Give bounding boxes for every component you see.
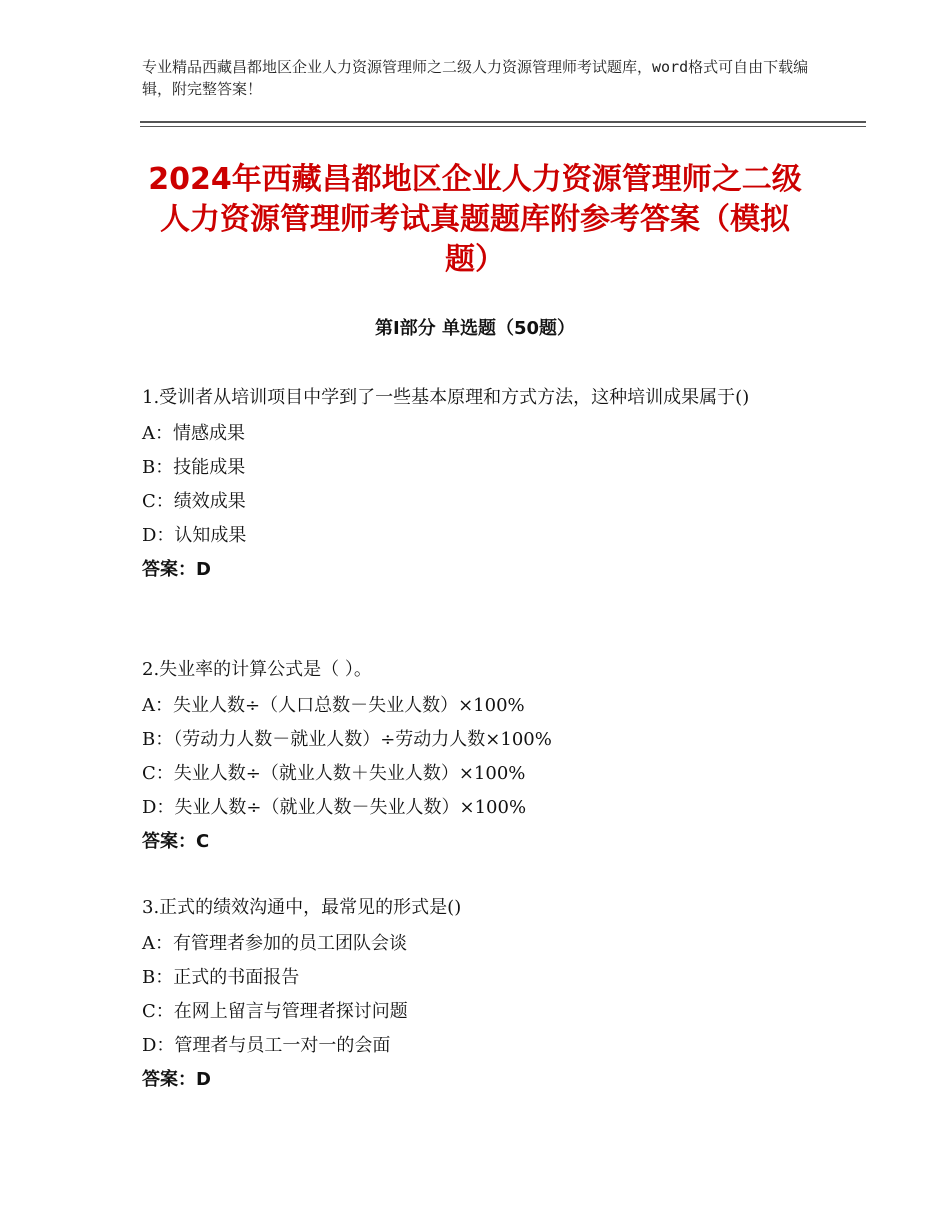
option-c: C：在网上留言与管理者探讨问题	[142, 1001, 408, 1022]
question-stem: 3.正式的绩效沟通中，最常见的形式是()	[142, 897, 462, 918]
question-stem: 1.受训者从培训项目中学到了一些基本原理和方式方法，这种培训成果属于()	[142, 387, 750, 408]
option-a: A：有管理者参加的员工团队会谈	[142, 933, 407, 954]
option-a: A：情感成果	[142, 423, 245, 444]
option-d: D：管理者与员工一对一的会面	[142, 1035, 391, 1056]
question-1	[142, 383, 802, 587]
question-stem: 2.失业率的计算公式是（ ）。	[142, 659, 372, 680]
header-rule-thin	[140, 126, 866, 127]
question-2	[142, 655, 802, 859]
option-c: C：绩效成果	[142, 491, 246, 512]
option-b: B：正式的书面报告	[142, 967, 300, 988]
question-3	[142, 893, 802, 1097]
answer: 答案：C	[142, 831, 210, 852]
option-b: B：技能成果	[142, 457, 246, 478]
document-title: 2024年西藏昌都地区企业人力资源管理师之二级人力资源管理师考试真题题库附参考答案（模拟题）	[148, 162, 802, 277]
option-a: A：失业人数÷（人口总数－失业人数）×100%	[142, 695, 525, 716]
option-d: D：失业人数÷（就业人数－失业人数）×100%	[142, 797, 527, 818]
option-d: D：认知成果	[142, 525, 247, 546]
header-rule-thick	[140, 121, 866, 123]
answer: 答案：D	[142, 1069, 211, 1090]
header-note: 专业精品西藏昌都地区企业人力资源管理师之二级人力资源管理师考试题库，word格式可自由下载编辑，附完整答案！	[142, 58, 809, 98]
option-c: C：失业人数÷（就业人数＋失业人数）×100%	[142, 763, 526, 784]
answer: 答案：D	[142, 559, 211, 580]
option-b: B：（劳动力人数－就业人数）÷劳动力人数×100%	[142, 729, 552, 750]
section-title: 第Ⅰ部分 单选题（50题）	[374, 318, 575, 339]
